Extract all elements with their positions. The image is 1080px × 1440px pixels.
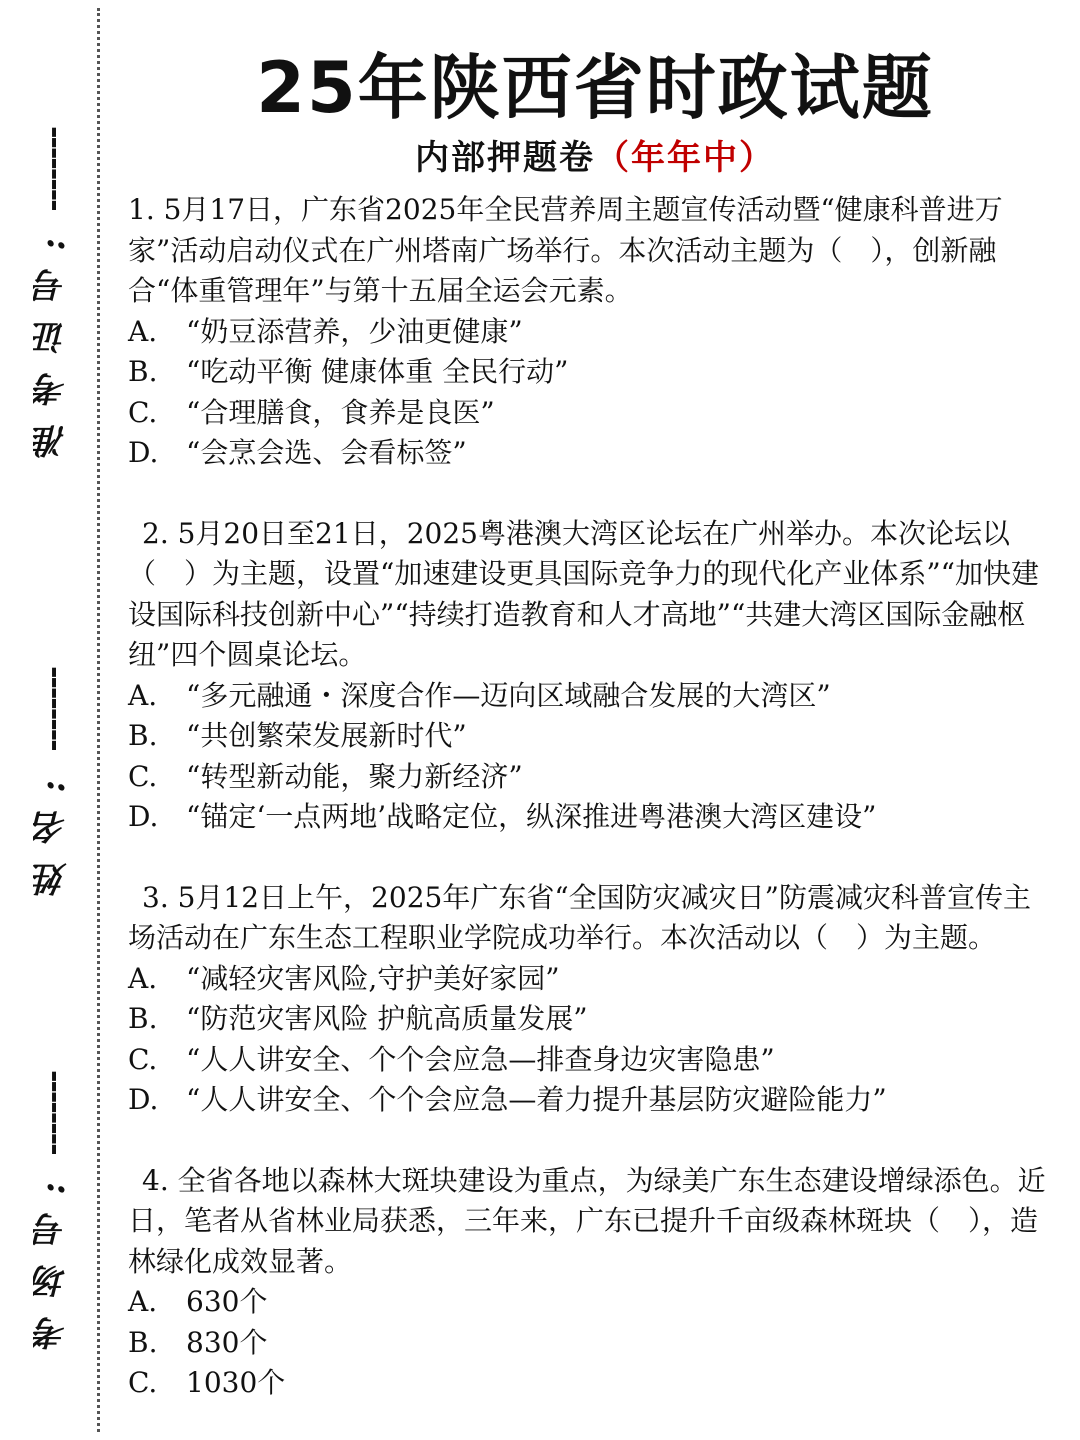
- option-letter: A.: [128, 314, 158, 348]
- option-letter: C.: [128, 1042, 158, 1076]
- question-2: [128, 514, 1048, 838]
- question-4: [128, 1161, 1048, 1404]
- option-text: “会烹会选、会看标签”: [186, 436, 467, 469]
- binding-dotted-line: [97, 8, 100, 1432]
- subtitle-accent: （年年中）: [595, 138, 775, 178]
- option-c: [128, 757, 1048, 798]
- option-letter: D.: [128, 800, 159, 833]
- binding-margin: [0, 0, 100, 1440]
- exam-id-blank: --------: [34, 128, 70, 212]
- option-letter: C.: [128, 1366, 158, 1399]
- option-text: “防范灾害风险 护航高质量发展”: [186, 1002, 588, 1035]
- option-c: [128, 393, 1048, 434]
- option-b: [128, 352, 1048, 393]
- option-letter: A.: [128, 1285, 158, 1318]
- option-c: [128, 1040, 1048, 1081]
- option-c: [128, 1363, 1048, 1404]
- option-b: [128, 999, 1048, 1040]
- page-subtitle: [110, 130, 1080, 179]
- option-letter: B.: [128, 1325, 158, 1359]
- option-text: “锚定‘一点两地’战略定位，纵深推进粤港澳大湾区建设”: [186, 800, 877, 833]
- question-text: 4. 全省各地以森林大斑块建设为重点，为绿美广东生态建设增绿添色。近日，笔者从省林业局获悉，三年来，广东已提升千亩级森林斑块（ ），造林绿化成效显著。: [128, 1163, 1046, 1278]
- option-letter: B.: [128, 1002, 158, 1035]
- question-text: 3. 5月12日上午，2025年广东省“全国防灾减灾日”防震减灾科普宣传主场活动在广东生态工程职业学院成功举行。本次活动以（ ）为主题。: [128, 880, 1031, 954]
- option-d: [128, 797, 1048, 838]
- question-list: [128, 190, 1048, 1440]
- option-letter: C.: [128, 759, 158, 793]
- option-a: [128, 1282, 1048, 1323]
- option-letter: A.: [128, 678, 158, 712]
- option-b: [128, 1323, 1048, 1364]
- option-d: [128, 1080, 1048, 1121]
- option-text: “多元融通・深度合作—迈向区域融合发展的大湾区”: [186, 678, 831, 712]
- option-letter: C.: [128, 395, 158, 429]
- option-letter: D.: [128, 436, 159, 469]
- name-label: 姓名:: [32, 761, 73, 897]
- option-text: 1030个: [186, 1366, 286, 1399]
- option-text: “共创繁荣发展新时代”: [186, 719, 467, 752]
- name-blank: --------: [34, 668, 70, 752]
- option-letter: B.: [128, 719, 158, 752]
- option-b: [128, 716, 1048, 757]
- option-letter: A.: [128, 961, 158, 995]
- exam-id-label: 准考证号:: [32, 219, 73, 459]
- page-title: 25年陕西省时政试题: [256, 47, 934, 129]
- option-a: [128, 676, 1048, 717]
- option-text: “转型新动能，聚力新经济”: [186, 759, 523, 793]
- option-a: [128, 312, 1048, 353]
- subtitle-main: 内部押题卷: [415, 138, 595, 178]
- name-field: [22, 668, 82, 896]
- question-text: 1. 5月17日，广东省2025年全民营养周主题宣传活动暨“健康科普进万家”活动启动仪式在广州塔南广场举行。本次活动主题为（ ），创新融合“体重管理年”与第十五届全运会元素。: [128, 193, 1003, 307]
- option-text: 830个: [186, 1325, 268, 1359]
- question-3: [128, 878, 1048, 1121]
- option-text: “合理膳食，食养是良医”: [186, 395, 495, 429]
- question-1: [128, 190, 1048, 474]
- option-text: “人人讲安全、个个会应急—排查身边灾害隐患”: [186, 1042, 775, 1076]
- option-d: [128, 433, 1048, 474]
- question-text: 2. 5月20日至21日，2025粤港澳大湾区论坛在广州举办。本次论坛以（ ）为主题，设置“加速建设更具国际竞争力的现代化产业体系”“加快建设国际科技创新中心”“持续打造教育和人才高地”“共建大湾区国际金融枢纽”四个圆桌论坛。: [128, 516, 1039, 671]
- option-letter: D.: [128, 1083, 159, 1116]
- option-text: “减轻灾害风险,守护美好家园”: [186, 961, 560, 995]
- exam-room-field: [22, 1072, 82, 1350]
- option-text: “吃动平衡 健康体重 全民行动”: [186, 355, 569, 388]
- option-letter: B.: [128, 355, 158, 388]
- option-text: “奶豆添营养，少油更健康”: [186, 314, 523, 348]
- option-a: [128, 959, 1048, 1000]
- option-text: 630个: [186, 1285, 268, 1318]
- option-text: “人人讲安全、个个会应急—着力提升基层防灾避险能力”: [186, 1083, 887, 1116]
- exam-id-field: [22, 128, 82, 458]
- exam-room-label: 考场号:: [32, 1163, 73, 1351]
- exam-room-blank: --------: [34, 1072, 70, 1156]
